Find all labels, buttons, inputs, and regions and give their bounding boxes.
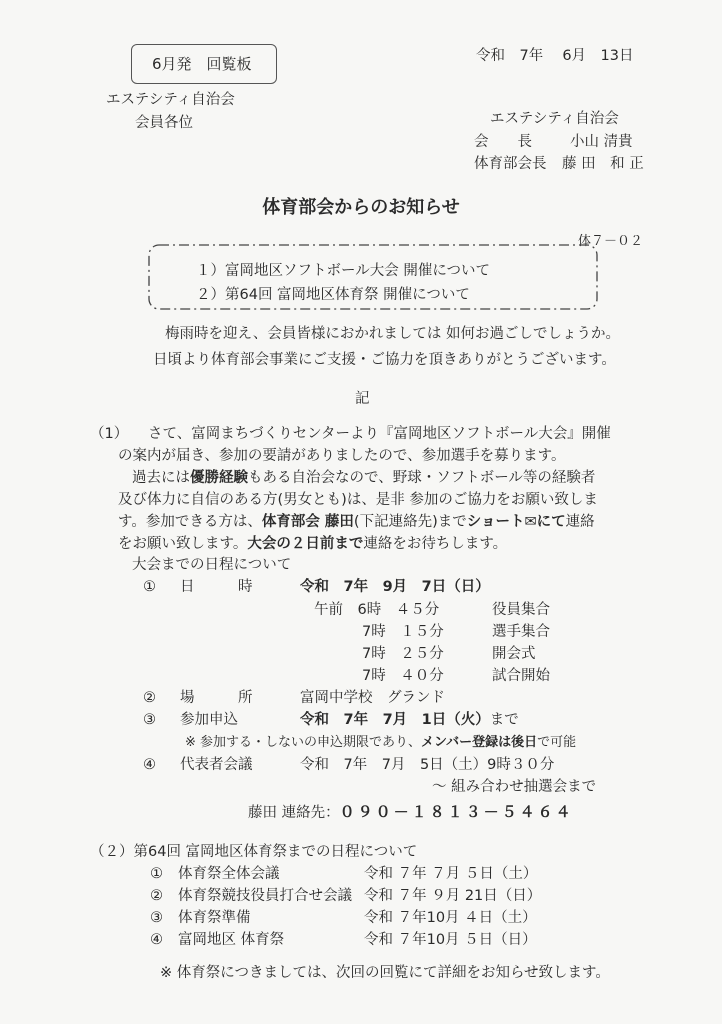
s2-item1-date: 令和 ７年 ７月 ５日（土）	[364, 866, 538, 882]
item3-note: ※ 参加する・しないの申込期限であり、メンバー登録は後日で可能	[185, 735, 577, 750]
section1-line-6: をお願い致します。大会の２日前まで連絡をお待ちします。	[118, 536, 508, 552]
s2-item3-date: 令和 ７年10月 ４日（土）	[364, 910, 537, 926]
circular-label: 6月発 回覧板	[152, 55, 252, 73]
event-3: 開会式	[492, 646, 536, 662]
section1-line-2: の案内が届き、参加の要請がありましたので、参加選手を募ります。	[118, 448, 566, 464]
s2-item4-number: ④	[150, 932, 163, 948]
event-4: 試合開始	[492, 668, 550, 684]
item3-number: ③	[143, 712, 156, 728]
event-2: 選手集合	[492, 624, 550, 640]
schedule-heading: 大会までの日程について	[132, 557, 292, 573]
s2-item3-number: ③	[150, 910, 163, 926]
document-number: 体７－０２	[578, 234, 644, 249]
item1-label: 日 時	[180, 579, 253, 595]
time-1: 午前 6時 ４５分	[314, 602, 440, 618]
s2-item1-number: ①	[150, 866, 163, 882]
ki-marker: 記	[355, 391, 370, 407]
contact-label: 藤田 連絡先：	[248, 805, 340, 821]
item3-value: 令和 7年 7月 1日（火）まで	[300, 712, 519, 728]
recipient-members: 会員各位	[135, 115, 193, 131]
time-4: 7時 ４０分	[362, 668, 444, 684]
item2-value: 富岡中学校 グランド	[300, 690, 445, 706]
section1-line-4: 及び体力に自信のある方(男女とも)は、是非 参加のご協力をお願い致しま	[118, 492, 598, 508]
item4-number: ④	[143, 757, 156, 773]
summary-item-2: ２）第64回 富岡地区体育祭 開催について	[196, 287, 470, 303]
item4-label: 代表者会議	[180, 757, 253, 773]
item4-sub: ～ 組み合わせ抽選会まで	[432, 779, 597, 795]
sports-head-name: 藤 田 和 正	[562, 156, 644, 172]
s2-item1-label: 体育祭全体会議	[178, 866, 280, 882]
section2-heading: （２）第64回 富岡地区体育祭までの日程について	[90, 844, 418, 860]
contact-line	[248, 805, 574, 821]
issue-date: 令和 7年 6月 13日	[476, 48, 634, 64]
item1-date: 令和 7年 9月 7日（日）	[300, 579, 490, 595]
item2-number: ②	[143, 690, 156, 706]
s2-item2-label: 体育祭競技役員打合せ会議	[178, 888, 352, 904]
item4-value: 令和 7年 7月 5日（土）9時３０分	[300, 757, 555, 773]
s2-item2-number: ②	[150, 888, 163, 904]
president-role: 会 長	[474, 134, 532, 150]
section2-footnote: ※ 体育祭につきましては、次回の回覧にて詳細をお知らせ致します。	[160, 965, 610, 981]
president-name: 小山 清貴	[570, 134, 633, 150]
section1-line-1: さて、富岡まちづくりセンターより『富岡地区ソフトボール大会』開催	[148, 426, 611, 442]
greeting-line-2: 日頃より体育部会事業にご支援・ご協力を頂きありがとうございます。	[153, 352, 616, 368]
item1-number: ①	[143, 579, 156, 595]
contact-number: ０９０－１８１３－５４６４	[339, 803, 574, 821]
section1-number: （1）	[90, 426, 129, 442]
circular-label-box	[131, 44, 277, 84]
section1-line-3: 過去には優勝経験もある自治会なので、野球・ソフトボール等の経験者	[132, 470, 596, 486]
s2-item3-label: 体育祭準備	[178, 910, 251, 926]
recipient-org: エステシティ自治会	[106, 92, 235, 108]
s2-item4-label: 富岡地区 体育祭	[178, 932, 285, 948]
time-2: 7時 １５分	[362, 624, 444, 640]
event-1: 役員集合	[492, 602, 550, 618]
page-title: 体育部会からのお知らせ	[262, 197, 460, 218]
s2-item2-date: 令和 ７年 ９月 21日（日）	[364, 888, 542, 904]
s2-item4-date: 令和 ７年10月 ５日（日）	[364, 932, 537, 948]
section1-line-5: す。参加できる方は、体育部会 藤田(下記連絡先)までショート✉にて連絡	[118, 514, 595, 530]
item2-label: 場 所	[180, 690, 253, 706]
item3-label: 参加申込	[180, 712, 238, 728]
sports-head-role: 体育部会長	[474, 156, 547, 172]
greeting-line-1: 梅雨時を迎え、会員皆様におかれましては 如何お過ごしでしょうか。	[165, 326, 620, 342]
summary-item-1: １）富岡地区ソフトボール大会 開催について	[196, 263, 491, 279]
time-3: 7時 ２５分	[362, 646, 444, 662]
sender-org: エステシティ自治会	[490, 111, 619, 127]
